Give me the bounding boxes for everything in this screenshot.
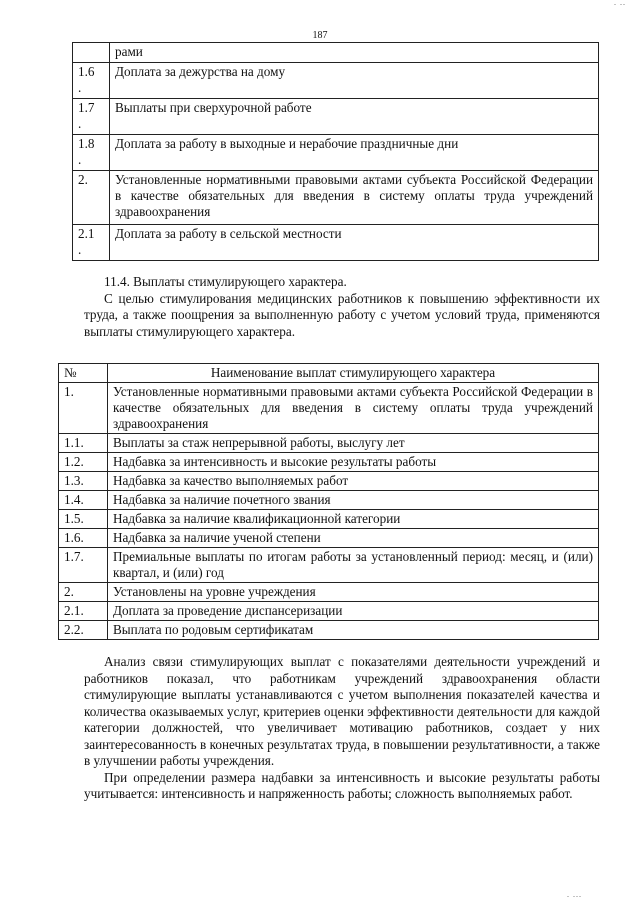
row-text: Надбавка за наличие почетного звания <box>108 491 599 510</box>
row-number: 2. <box>59 583 108 602</box>
scan-mark-bottom: . ... <box>567 890 582 899</box>
row-text: Доплата за работу в выходные и нерабочие праздничные дни <box>110 135 599 171</box>
table-row <box>59 583 599 602</box>
table-row <box>59 602 599 621</box>
row-number: 2.2. <box>59 621 108 640</box>
row-number: 1.6 . <box>73 63 110 99</box>
table-row <box>73 171 599 225</box>
table-row <box>73 135 599 171</box>
analysis-text <box>84 654 600 803</box>
row-text: Установленные нормативными правовыми актами субъекта Российской Федерации в качестве обязательных для введения в систему оплаты труда учреждений здравоохранения <box>108 383 599 434</box>
section-text <box>84 274 600 340</box>
header-number: № <box>59 364 108 383</box>
table-row <box>59 383 599 434</box>
table-row <box>59 548 599 583</box>
section-intro: С целью стимулирования медицинских работников к повышению эффективности их труда, а также поощрения за выполненную работу с учетом условий труда, применяются выплаты стимулирующего характера. <box>84 290 600 339</box>
row-number: 1.2. <box>59 453 108 472</box>
table-row <box>73 63 599 99</box>
table-header-row <box>59 364 599 383</box>
header-title: Наименование выплат стимулирующего характера <box>108 364 599 383</box>
analysis-paragraph: Анализ связи стимулирующих выплат с показателями деятельности учреждений и работников показал, что работникам учреждений здравоохранения области стимулирующие выплаты устанавливаются с учетом выполнения показателей качества и количества оказываемых услуг, критериев оценки эффективности деятельности для каждой категории должностей, что увеличивает мотивацию работников, создает у них заинтересованность в конечных результатах труда, в повышении результативности, а также в улучшении работы учреждения. <box>84 654 600 768</box>
section-heading: 11.4. Выплаты стимулирующего характера. <box>104 274 347 289</box>
row-number: 1.6. <box>59 529 108 548</box>
row-text: Надбавка за интенсивность и высокие результаты работы <box>108 453 599 472</box>
table-row <box>59 621 599 640</box>
row-text: Надбавка за наличие ученой степени <box>108 529 599 548</box>
table-row <box>59 472 599 491</box>
page-number: 187 <box>312 30 328 41</box>
row-text: Доплата за дежурства на дому <box>110 63 599 99</box>
row-text: Доплата за работу в сельской местности <box>110 225 599 261</box>
row-number: 1.4. <box>59 491 108 510</box>
row-text: Установлены на уровне учреждения <box>108 583 599 602</box>
row-number: 1.7 . <box>73 99 110 135</box>
row-text: Премиальные выплаты по итогам работы за установленный период: месяц, и (или) квартал, и (или) год <box>108 548 599 583</box>
row-text: Надбавка за наличие квалификационной категории <box>108 510 599 529</box>
analysis-paragraph: При определении размера надбавки за интенсивность и высокие результаты работы учитывается: интенсивность и напряженность работы; сложность выполняемых работ. <box>84 769 600 801</box>
table-row <box>59 491 599 510</box>
row-number: 1. <box>59 383 108 434</box>
row-number: 2.1. <box>59 602 108 621</box>
incentive-payments-table <box>58 363 599 640</box>
row-text: Доплата за проведение диспансеризации <box>108 602 599 621</box>
row-number: 2.1 . <box>73 225 110 261</box>
row-text: Надбавка за качество выполняемых работ <box>108 472 599 491</box>
row-number: 1.5. <box>59 510 108 529</box>
row-text: Установленные нормативными правовыми актами субъекта Российской Федерации в качестве обязательных для введения в систему оплаты труда учреждений здравоохранения <box>110 171 599 225</box>
row-number: 1.8 . <box>73 135 110 171</box>
row-number: 1.3. <box>59 472 108 491</box>
row-text: рами <box>110 43 599 63</box>
table-row <box>73 99 599 135</box>
table-row <box>73 225 599 261</box>
row-number <box>73 43 110 63</box>
row-number: 1.7. <box>59 548 108 583</box>
table-row <box>59 434 599 453</box>
table-row <box>59 529 599 548</box>
table-row <box>59 510 599 529</box>
row-text: Выплаты за стаж непрерывной работы, выслугу лет <box>108 434 599 453</box>
row-text: Выплата по родовым сертификатам <box>108 621 599 640</box>
scan-mark-top: . .. <box>614 0 626 7</box>
table-row <box>59 453 599 472</box>
row-number: 1.1. <box>59 434 108 453</box>
row-number: 2. <box>73 171 110 225</box>
continued-payments-table <box>72 42 599 261</box>
table-row <box>73 43 599 63</box>
row-text: Выплаты при сверхурочной работе <box>110 99 599 135</box>
